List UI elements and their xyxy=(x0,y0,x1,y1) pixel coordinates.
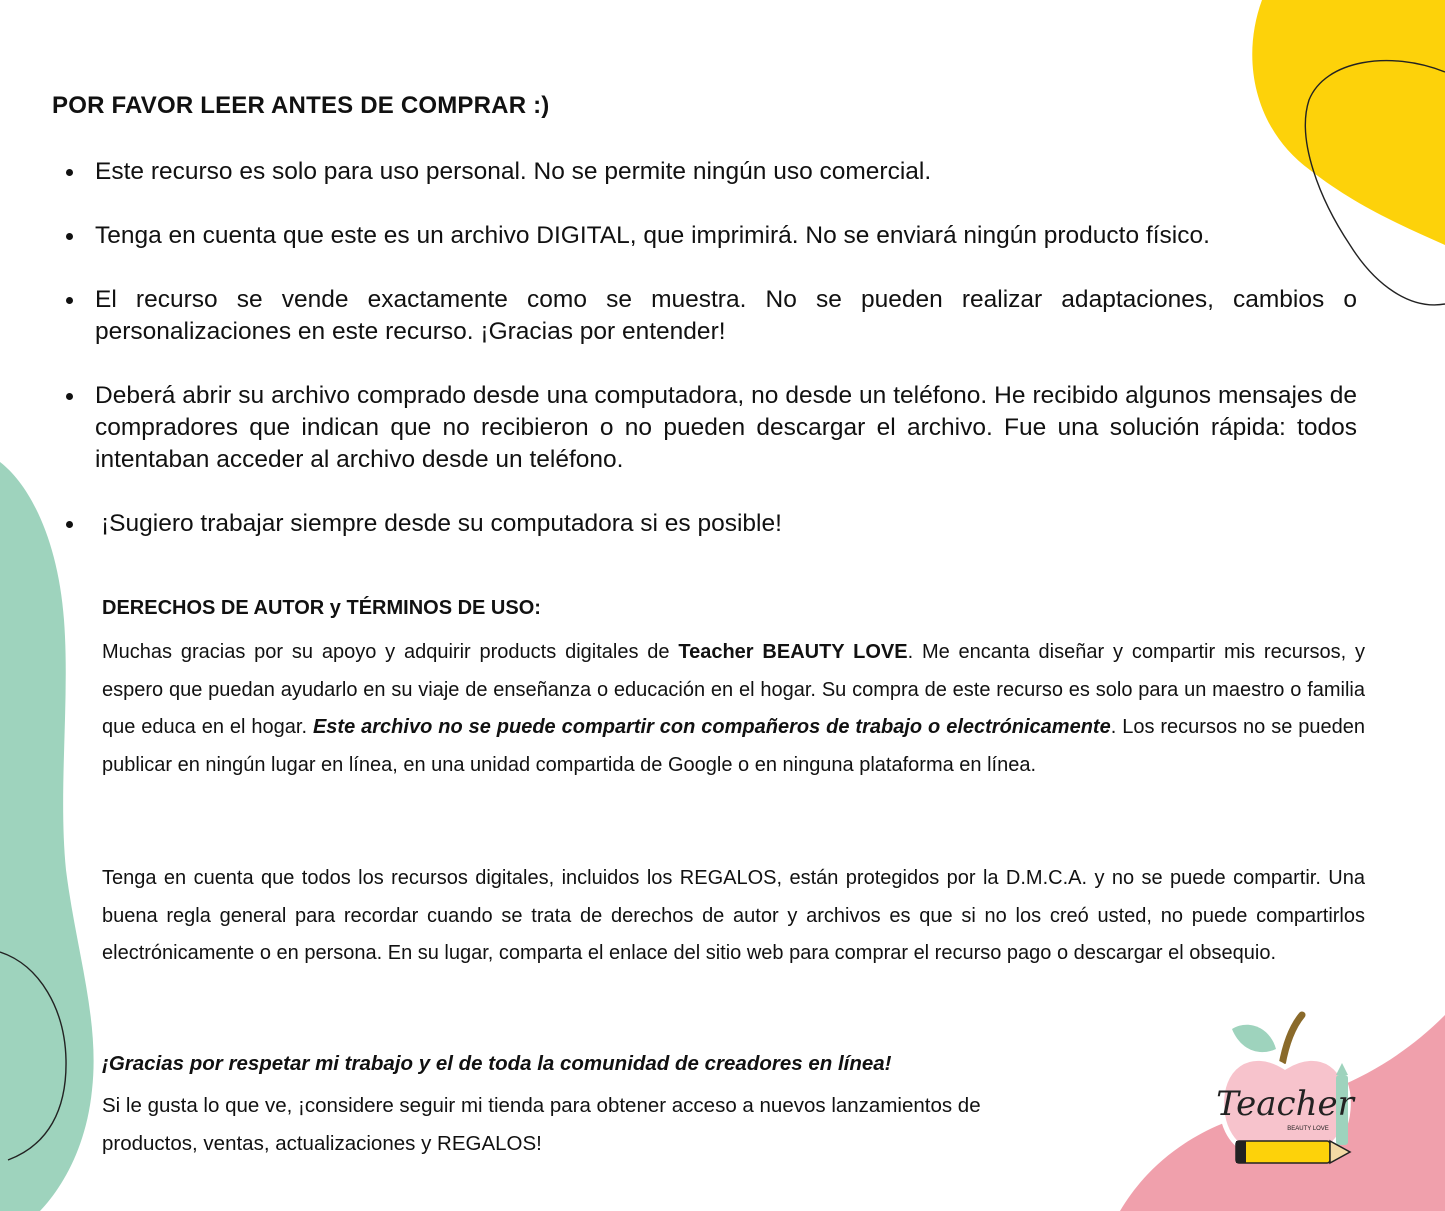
list-item: El recurso se vende exactamente como se muestra. No se pueden realizar adaptaciones, cambios o personalizaciones en este recurso. ¡Gracias por entender! xyxy=(95,284,1357,348)
copyright-title: DERECHOS DE AUTOR y TÉRMINOS DE USO: xyxy=(102,597,541,619)
follow-paragraph: Si le gusta lo que ve, ¡considere seguir mi tienda para obtener acceso a nuevos lanzamientos de productos, ventas, actualizaciones y REGALOS! xyxy=(102,1094,981,1155)
green-blob xyxy=(0,462,94,1211)
copyright-text: . Me encanta diseñar y compartir mis recursos, y espero que puedan ayudarlo en su viaje de enseñanza o educación en el hogar. Su compra de este recurso es solo para un maestro o familia que educa en el hogar. xyxy=(102,641,1366,739)
copyright-text: Muchas gracias por su apoyo y adquirir products digitales de xyxy=(102,641,679,663)
page-heading: POR FAVOR LEER ANTES DE COMPRAR :) xyxy=(52,92,550,119)
brand-name: Teacher BEAUTY LOVE xyxy=(678,641,908,663)
logo-tagline: BEAUTY LOVE xyxy=(1287,1126,1329,1132)
thanks-line: ¡Gracias por respetar mi trabajo y el de toda la comunidad de creadores en línea! xyxy=(102,1052,892,1075)
logo-word: Teacher xyxy=(1216,1084,1354,1124)
copyright-paragraph xyxy=(102,634,1365,784)
notice-list xyxy=(95,156,1357,572)
dmca-paragraph: Tenga en cuenta que todos los recursos digitales, incluidos los REGALOS, están protegidos por la D.M.C.A. y no se puede compartir. Una buena regla general para recordar cuando se trata de derechos de autor y archivos es que si no los creó usted, no puede compartirlos electrónicamente o en persona. En su lugar, comparta el enlace del sitio web para comprar el recurso pago o descargar el obsequio. xyxy=(102,867,1365,965)
list-item: Este recurso es solo para uso personal. No se permite ningún uso comercial. xyxy=(95,156,1357,188)
copyright-text: . Los recursos no se pueden publicar en ningún lugar en línea, en una unidad compartida de Google o en ninguna plataforma en línea. xyxy=(102,716,1365,776)
sharing-warning: Este archivo no se puede compartir con compañeros de trabajo o electrónicamente xyxy=(312,716,1111,739)
list-item: Tenga en cuenta que este es un archivo DIGITAL, que imprimirá. No se enviará ningún producto físico. xyxy=(95,220,1357,252)
list-item: ¡Sugiero trabajar siempre desde su computadora si es posible! xyxy=(95,508,1357,540)
apple-pencil-logo-icon xyxy=(1210,1005,1360,1175)
list-item: Deberá abrir su archivo comprado desde una computadora, no desde un teléfono. He recibido algunos mensajes de compradores que indican que no recibieron o no pueden descargar el archivo. Fue una solución rápida: todos intentaban acceder al archivo desde un teléfono. xyxy=(95,380,1357,476)
